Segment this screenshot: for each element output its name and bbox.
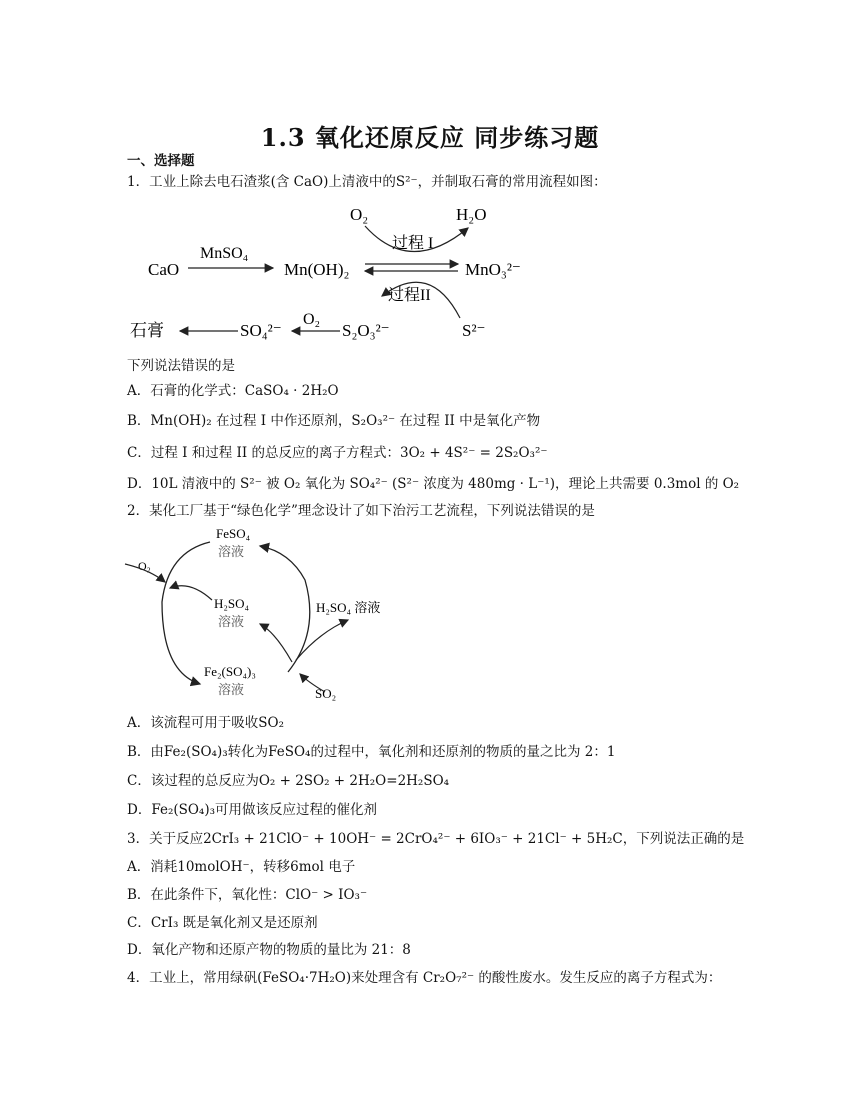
arrow-to-h2so4-outer: [296, 620, 348, 660]
o2-label: O₂: [138, 559, 151, 573]
h2so4-inner-solution-label: 溶液: [218, 614, 245, 629]
q1-prompt: 下列说法错误的是: [127, 358, 235, 374]
s2o3-label: S₂O₃²⁻: [342, 321, 390, 340]
q3-stem: 3．关于反应2CrI₃ + 21ClO⁻ + 10OH⁻ = 2CrO₄²⁻ + 6IO₃⁻ + 21Cl⁻ + 5H₂C，下列说法正确的是: [127, 831, 745, 847]
q2-option-a: A．该流程可用于吸收SO₂: [127, 715, 284, 731]
feso4-label: FeSO₄: [216, 526, 251, 541]
q1-option-a: A．石膏的化学式：CaSO₄ · 2H₂O: [127, 383, 339, 399]
q4-stem: 4．工业上，常用绿矾(FeSO₄·7H₂O)来处理含有 Cr₂O₇²⁻ 的酸性废水。发生反应的离子方程式为：: [127, 970, 722, 986]
q2-option-d: D．Fe₂(SO₄)₃可用做该反应过程的催化剂: [127, 802, 378, 818]
process1-label: 过程 I: [392, 235, 434, 252]
mnso4-label: MnSO₄: [200, 245, 249, 262]
q1-option-d: D．10L 清液中的 S²⁻ 被 O₂ 氧化为 SO₄²⁻ (S²⁻ 浓度为 480mg · L⁻¹)，理论上共需要 0.3mol 的 O₂: [127, 476, 740, 492]
o2-top-label: O₂: [350, 205, 369, 224]
fe2so43-label: Fe₂(SO₄)₃: [204, 664, 256, 679]
cao-label: CaO: [148, 260, 180, 279]
q2-option-c: C．该过程的总反应为O₂ + 2SO₂ + 2H₂O=2H₂SO₄: [127, 773, 450, 789]
section-heading: 一、选择题: [127, 153, 195, 169]
mnoh2-label: Mn(OH)₂: [284, 260, 350, 279]
q1-option-b: B．Mn(OH)₂ 在过程 I 中作还原剂，S₂O₃²⁻ 在过程 II 中是氧化产物: [127, 413, 541, 429]
page-title: 1.3 氧化还原反应 同步练习题: [260, 123, 600, 152]
process2-label: 过程II: [388, 287, 431, 304]
mno3-label: MnO₃²⁻: [465, 260, 521, 279]
h2so4-to-o2-arrow: [170, 586, 212, 600]
q1-stem: 1．工业上除去电石渣浆(含 CaO)上清液中的S²⁻，并制取石膏的常用流程如图：: [127, 174, 607, 190]
q1-flow-diagram: [120, 198, 540, 348]
arrow-to-h2so4-inner: [260, 624, 292, 662]
gypsum-label: 石膏: [130, 321, 164, 340]
s2-label: S²⁻: [462, 321, 486, 340]
q3-option-b: B．在此条件下，氧化性：ClO⁻ > IO₃⁻: [127, 887, 368, 903]
cycle-left-arc: [162, 542, 210, 684]
h2so4-outer-label: H₂SO₄ 溶液: [316, 600, 381, 615]
q3-option-a: A．消耗10molOH⁻，转移6mol 电子: [127, 859, 356, 875]
q3-option-d: D．氧化产物和还原产物的物质的量比为 21：8: [127, 942, 411, 958]
so2-label: SO₂: [315, 686, 337, 701]
q3-option-c: C．CrI₃ 既是氧化剂又是还原剂: [127, 915, 318, 931]
h2so4-inner-label: H₂SO₄: [214, 596, 250, 611]
so2-arrow: [300, 674, 325, 692]
q1-option-c: C．过程 I 和过程 II 的总反应的离子方程式：3O₂ + 4S²⁻ = 2S₂O₃²⁻: [127, 445, 548, 461]
feso4-solution-label: 溶液: [218, 544, 245, 559]
q2-option-b: B．由Fe₂(SO₄)₃转化为FeSO₄的过程中，氧化剂和还原剂的物质的量之比为 2：1: [127, 744, 616, 760]
o2-bottom-label: O₂: [303, 311, 321, 328]
q2-cycle-diagram: [120, 522, 410, 707]
q2-stem: 2．某化工厂基于“绿色化学”理念设计了如下治污工艺流程，下列说法错误的是: [127, 503, 595, 519]
so4-label: SO₄²⁻: [240, 321, 282, 340]
h2o-label: H₂O: [456, 205, 487, 224]
fe2so43-solution-label: 溶液: [218, 682, 245, 697]
